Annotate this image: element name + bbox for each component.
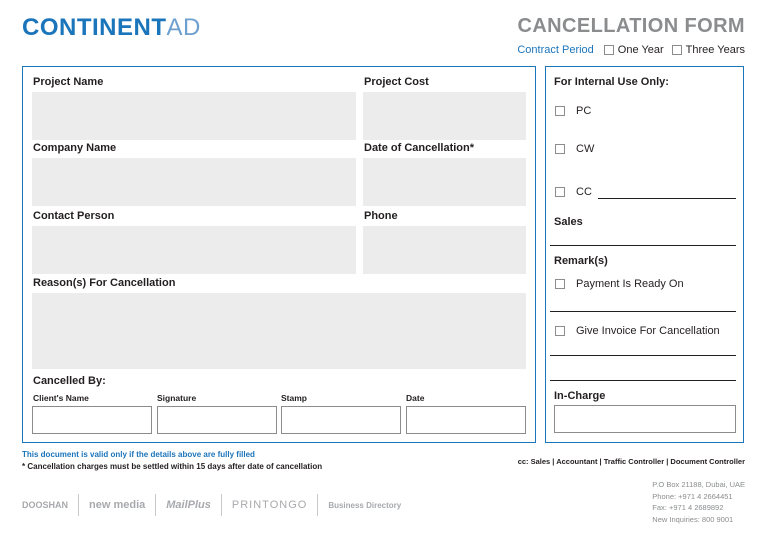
cc-option[interactable] [555, 186, 592, 198]
in-charge-label: In-Charge [554, 390, 606, 402]
charges-note: * Cancellation charges must be settled within 15 days after date of cancellation [22, 462, 323, 471]
logo-main: CONTINENT [22, 14, 167, 41]
logo-tail: AD [166, 14, 201, 41]
cw-checkbox[interactable] [555, 144, 565, 154]
three-years-label: Three Years [685, 44, 745, 56]
contract-period [517, 44, 745, 56]
signature-label: Signature [157, 393, 197, 403]
contact-person-label: Contact Person [33, 210, 115, 222]
cancellation-details-panel [22, 66, 536, 443]
cw-label: CW [576, 143, 595, 155]
project-cost-field[interactable] [363, 92, 526, 140]
sales-line[interactable] [550, 245, 736, 246]
three-years-checkbox[interactable] [672, 45, 682, 55]
cc-checkbox[interactable] [555, 187, 565, 197]
phone-label: Phone [364, 210, 398, 222]
reasons-label: Reason(s) For Cancellation [33, 277, 176, 289]
client-name-label: Client's Name [33, 393, 89, 403]
cancelled-by-label: Cancelled By: [33, 375, 106, 387]
project-cost-label: Project Cost [364, 76, 429, 88]
pc-checkbox[interactable] [555, 106, 565, 116]
pc-label: PC [576, 105, 592, 117]
date-of-cancellation-label: Date of Cancellation* [364, 142, 475, 154]
cw-option[interactable] [555, 143, 594, 155]
cc-distribution: cc: Sales | Accountant | Traffic Controller | Document Controller [517, 457, 745, 466]
company-name-field[interactable] [32, 158, 356, 206]
brand-business-directory-logo: Business Directory [328, 500, 402, 510]
give-invoice-checkbox[interactable] [555, 326, 565, 336]
signature-field[interactable] [157, 406, 277, 434]
one-year-checkbox[interactable] [604, 45, 614, 55]
cc-line[interactable] [598, 198, 736, 199]
contact-address [652, 479, 745, 525]
internal-use-panel [545, 66, 744, 443]
phone-field[interactable] [363, 226, 526, 274]
brand-logos [22, 494, 411, 516]
contact-person-field[interactable] [32, 226, 356, 274]
in-charge-field[interactable] [554, 405, 736, 433]
payment-ready-option[interactable] [555, 278, 684, 290]
give-invoice-label: Give Invoice For Cancellation [576, 325, 720, 337]
brand-mailplus-logo: MailPlus [166, 499, 211, 511]
phone-line: Phone: +971 4 2664451 [652, 491, 733, 501]
stamp-label: Stamp [281, 393, 307, 403]
contract-period-label: Contract Period [517, 44, 594, 56]
give-invoice-option[interactable] [555, 325, 720, 337]
brand-printongo-logo: PRINTONGO [231, 499, 308, 511]
internal-use-heading: For Internal Use Only: [554, 76, 669, 88]
date-field[interactable] [406, 406, 526, 434]
brand-dooshan-logo: DOOSHAN [22, 500, 69, 510]
project-name-field[interactable] [32, 92, 356, 140]
fax-line: Fax: +971 4 2689892 [652, 503, 724, 512]
date-label: Date [406, 393, 425, 403]
remarks-line-1[interactable] [550, 355, 736, 356]
pc-option[interactable] [555, 105, 591, 117]
reasons-field[interactable] [32, 293, 526, 369]
client-name-field[interactable] [32, 406, 152, 434]
project-name-label: Project Name [33, 76, 104, 88]
remarks-line-2[interactable] [550, 380, 736, 381]
inquiries-line: New Inquiries: 800 9001 [652, 514, 734, 524]
remarks-label: Remark(s) [554, 255, 608, 267]
company-logo [22, 14, 201, 42]
company-name-label: Company Name [33, 142, 117, 154]
payment-ready-line[interactable] [550, 311, 736, 312]
payment-ready-checkbox[interactable] [555, 279, 565, 289]
address-line: P.O Box 21188, Dubai, UAE [652, 480, 745, 489]
brand-newmedia-logo: new media [89, 499, 146, 511]
date-of-cancellation-field[interactable] [363, 158, 526, 206]
stamp-field[interactable] [281, 406, 401, 434]
form-title: CANCELLATION FORM [517, 15, 745, 37]
sales-label: Sales [554, 216, 583, 228]
payment-ready-label: Payment Is Ready On [576, 278, 684, 290]
cc-label: CC [576, 186, 592, 198]
one-year-label: One Year [617, 44, 664, 56]
validity-note: This document is valid only if the details above are fully filled [22, 450, 255, 459]
